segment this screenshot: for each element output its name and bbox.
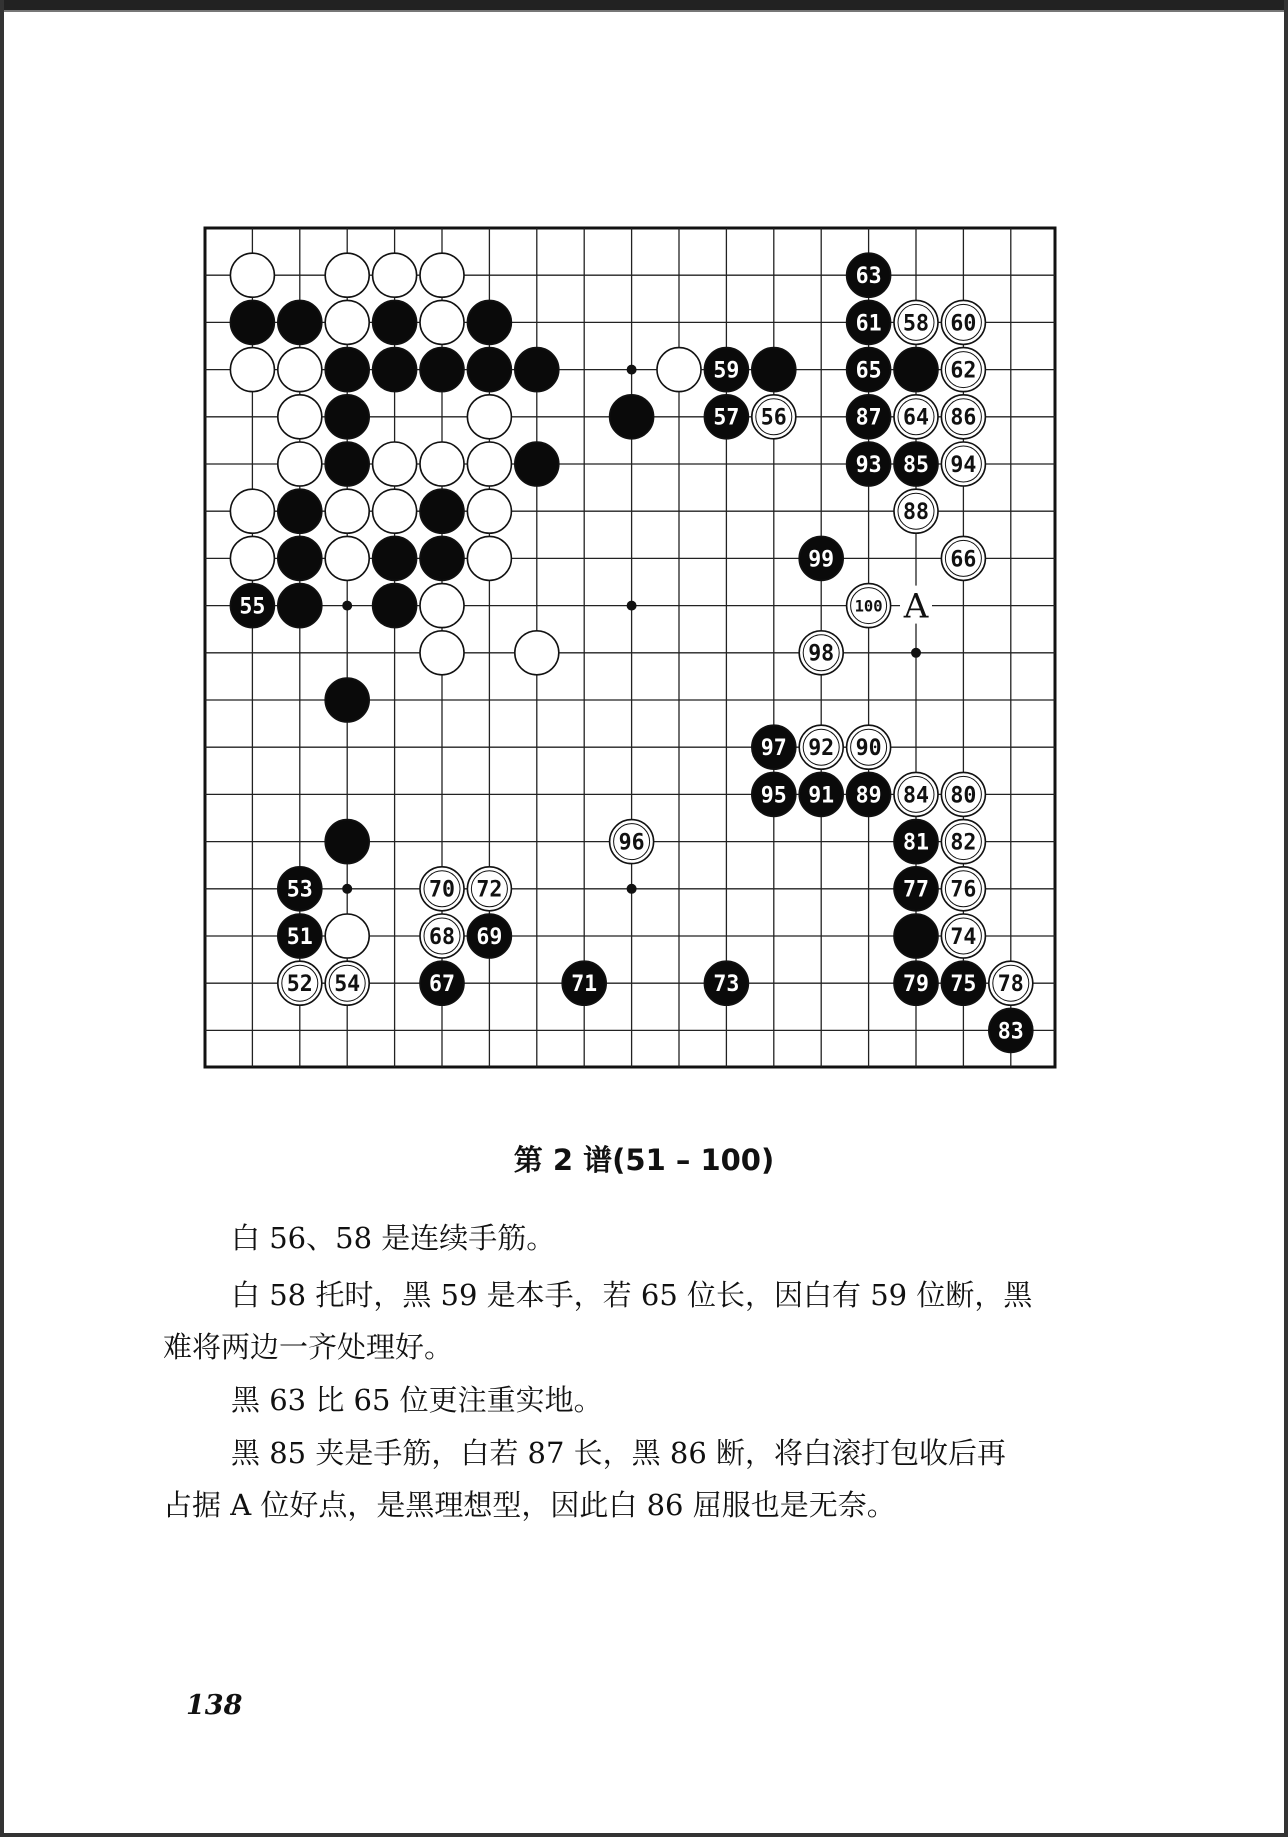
move-number: 58	[903, 311, 929, 337]
move-number: 87	[855, 405, 882, 431]
white-stone	[420, 584, 464, 628]
page-number: 138	[186, 1690, 243, 1721]
move-number: 78	[997, 972, 1024, 998]
move-number: 67	[429, 972, 455, 998]
black-stone	[467, 300, 511, 344]
black-stone	[278, 489, 322, 533]
text-line: 难将两边一齐处理好。	[163, 1330, 454, 1364]
move-number: 94	[950, 452, 977, 478]
move-number: 62	[950, 358, 977, 384]
black-stone	[373, 300, 417, 344]
page-frame-bottom	[0, 1833, 1288, 1837]
move-number: 73	[713, 972, 740, 998]
move-number: 98	[808, 641, 835, 667]
star-point	[627, 601, 637, 611]
black-stone	[278, 584, 322, 628]
diagram-caption: 第 2 谱(51 – 100)	[513, 1143, 775, 1177]
move-number: 90	[855, 736, 882, 762]
paragraph-1	[163, 1212, 1105, 1264]
black-stone	[894, 348, 938, 392]
white-stone	[230, 489, 274, 533]
black-stone	[894, 914, 938, 958]
move-number: 79	[903, 972, 929, 998]
move-number: 83	[997, 1019, 1024, 1045]
black-stone	[373, 584, 417, 628]
white-stone	[278, 442, 322, 486]
move-number: 59	[713, 358, 740, 384]
white-stone	[278, 395, 322, 439]
move-number: 100	[854, 596, 883, 616]
white-stone	[230, 253, 274, 297]
text-line: 白 58 托时，黑 59 是本手，若 65 位长，因白有 59 位断，黑	[231, 1278, 1033, 1312]
move-number: 77	[903, 877, 929, 903]
white-stone	[420, 253, 464, 297]
black-stone	[230, 300, 274, 344]
move-number: 68	[429, 924, 455, 950]
black-stone	[610, 395, 654, 439]
white-stone	[467, 489, 511, 533]
text-line: 白 56、58 是连续手筋。	[231, 1221, 556, 1255]
white-stone	[467, 536, 511, 580]
white-stone	[515, 631, 559, 675]
white-stone	[325, 489, 369, 533]
black-stone	[373, 348, 417, 392]
black-stone	[467, 348, 511, 392]
black-stone	[325, 348, 369, 392]
white-stone	[325, 914, 369, 958]
move-number: 52	[286, 972, 313, 998]
move-number: 99	[808, 547, 835, 573]
white-stone	[420, 631, 464, 675]
move-number: 64	[903, 405, 929, 431]
star-point	[342, 601, 352, 611]
paragraph-4	[163, 1427, 1105, 1531]
move-number: 72	[476, 877, 503, 903]
white-stone	[467, 395, 511, 439]
paragraph-3	[163, 1374, 1105, 1426]
point-marker-label: A	[903, 586, 929, 627]
text-line: 黑 85 夹是手筋，白若 87 长，黑 86 断，将白滚打包收后再	[231, 1436, 1007, 1470]
black-stone	[278, 536, 322, 580]
move-number: 80	[950, 783, 977, 809]
white-stone	[373, 253, 417, 297]
move-number: 93	[855, 452, 882, 478]
white-stone	[420, 442, 464, 486]
star-point	[627, 884, 637, 894]
move-number: 54	[334, 972, 361, 998]
move-number: 57	[713, 405, 740, 431]
text-line: 黑 63 比 65 位更注重实地。	[231, 1383, 603, 1417]
move-number: 75	[950, 972, 977, 998]
black-stone	[515, 348, 559, 392]
move-number: 76	[950, 877, 977, 903]
move-number: 92	[808, 736, 835, 762]
white-stone	[325, 536, 369, 580]
black-stone	[325, 442, 369, 486]
star-point	[627, 365, 637, 375]
white-stone	[657, 348, 701, 392]
star-point	[342, 884, 352, 894]
board-markers	[900, 586, 932, 627]
white-stone	[373, 442, 417, 486]
move-number: 85	[903, 452, 929, 478]
move-number: 56	[760, 405, 787, 431]
white-stone	[467, 442, 511, 486]
move-number: 88	[903, 500, 929, 526]
white-stone	[230, 348, 274, 392]
black-stone	[325, 678, 369, 722]
white-stone	[373, 489, 417, 533]
move-number: 84	[903, 783, 929, 809]
move-number: 66	[950, 547, 977, 573]
paragraph-2	[163, 1269, 1105, 1373]
black-stone	[420, 348, 464, 392]
black-stone	[373, 536, 417, 580]
black-stone	[278, 300, 322, 344]
move-number: 96	[618, 830, 645, 856]
move-number: 65	[855, 358, 882, 384]
move-number: 86	[950, 405, 977, 431]
star-point	[911, 648, 921, 658]
black-stone	[325, 820, 369, 864]
black-stone	[420, 536, 464, 580]
move-number: 55	[239, 594, 266, 620]
move-number: 95	[760, 783, 787, 809]
black-stone	[515, 442, 559, 486]
white-stone	[230, 536, 274, 580]
move-number: 51	[286, 924, 313, 950]
move-number: 81	[903, 830, 929, 856]
move-number: 97	[760, 736, 787, 762]
black-stone	[420, 489, 464, 533]
move-number: 74	[950, 924, 977, 950]
white-stone	[420, 300, 464, 344]
move-number: 69	[476, 924, 503, 950]
move-number: 89	[855, 783, 882, 809]
white-stone	[325, 253, 369, 297]
white-stone	[278, 348, 322, 392]
move-number: 82	[950, 830, 977, 856]
move-number: 60	[950, 311, 977, 337]
move-number: 63	[855, 264, 882, 290]
white-stone	[325, 300, 369, 344]
black-stone	[752, 348, 796, 392]
black-stone	[325, 395, 369, 439]
text-line: 占据 A 位好点，是黑理想型，因此白 86 屈服也是无奈。	[163, 1488, 896, 1522]
move-number: 61	[855, 311, 882, 337]
move-number: 71	[571, 972, 598, 998]
move-number: 53	[286, 877, 313, 903]
move-number: 70	[429, 877, 455, 903]
move-number: 91	[808, 783, 835, 809]
